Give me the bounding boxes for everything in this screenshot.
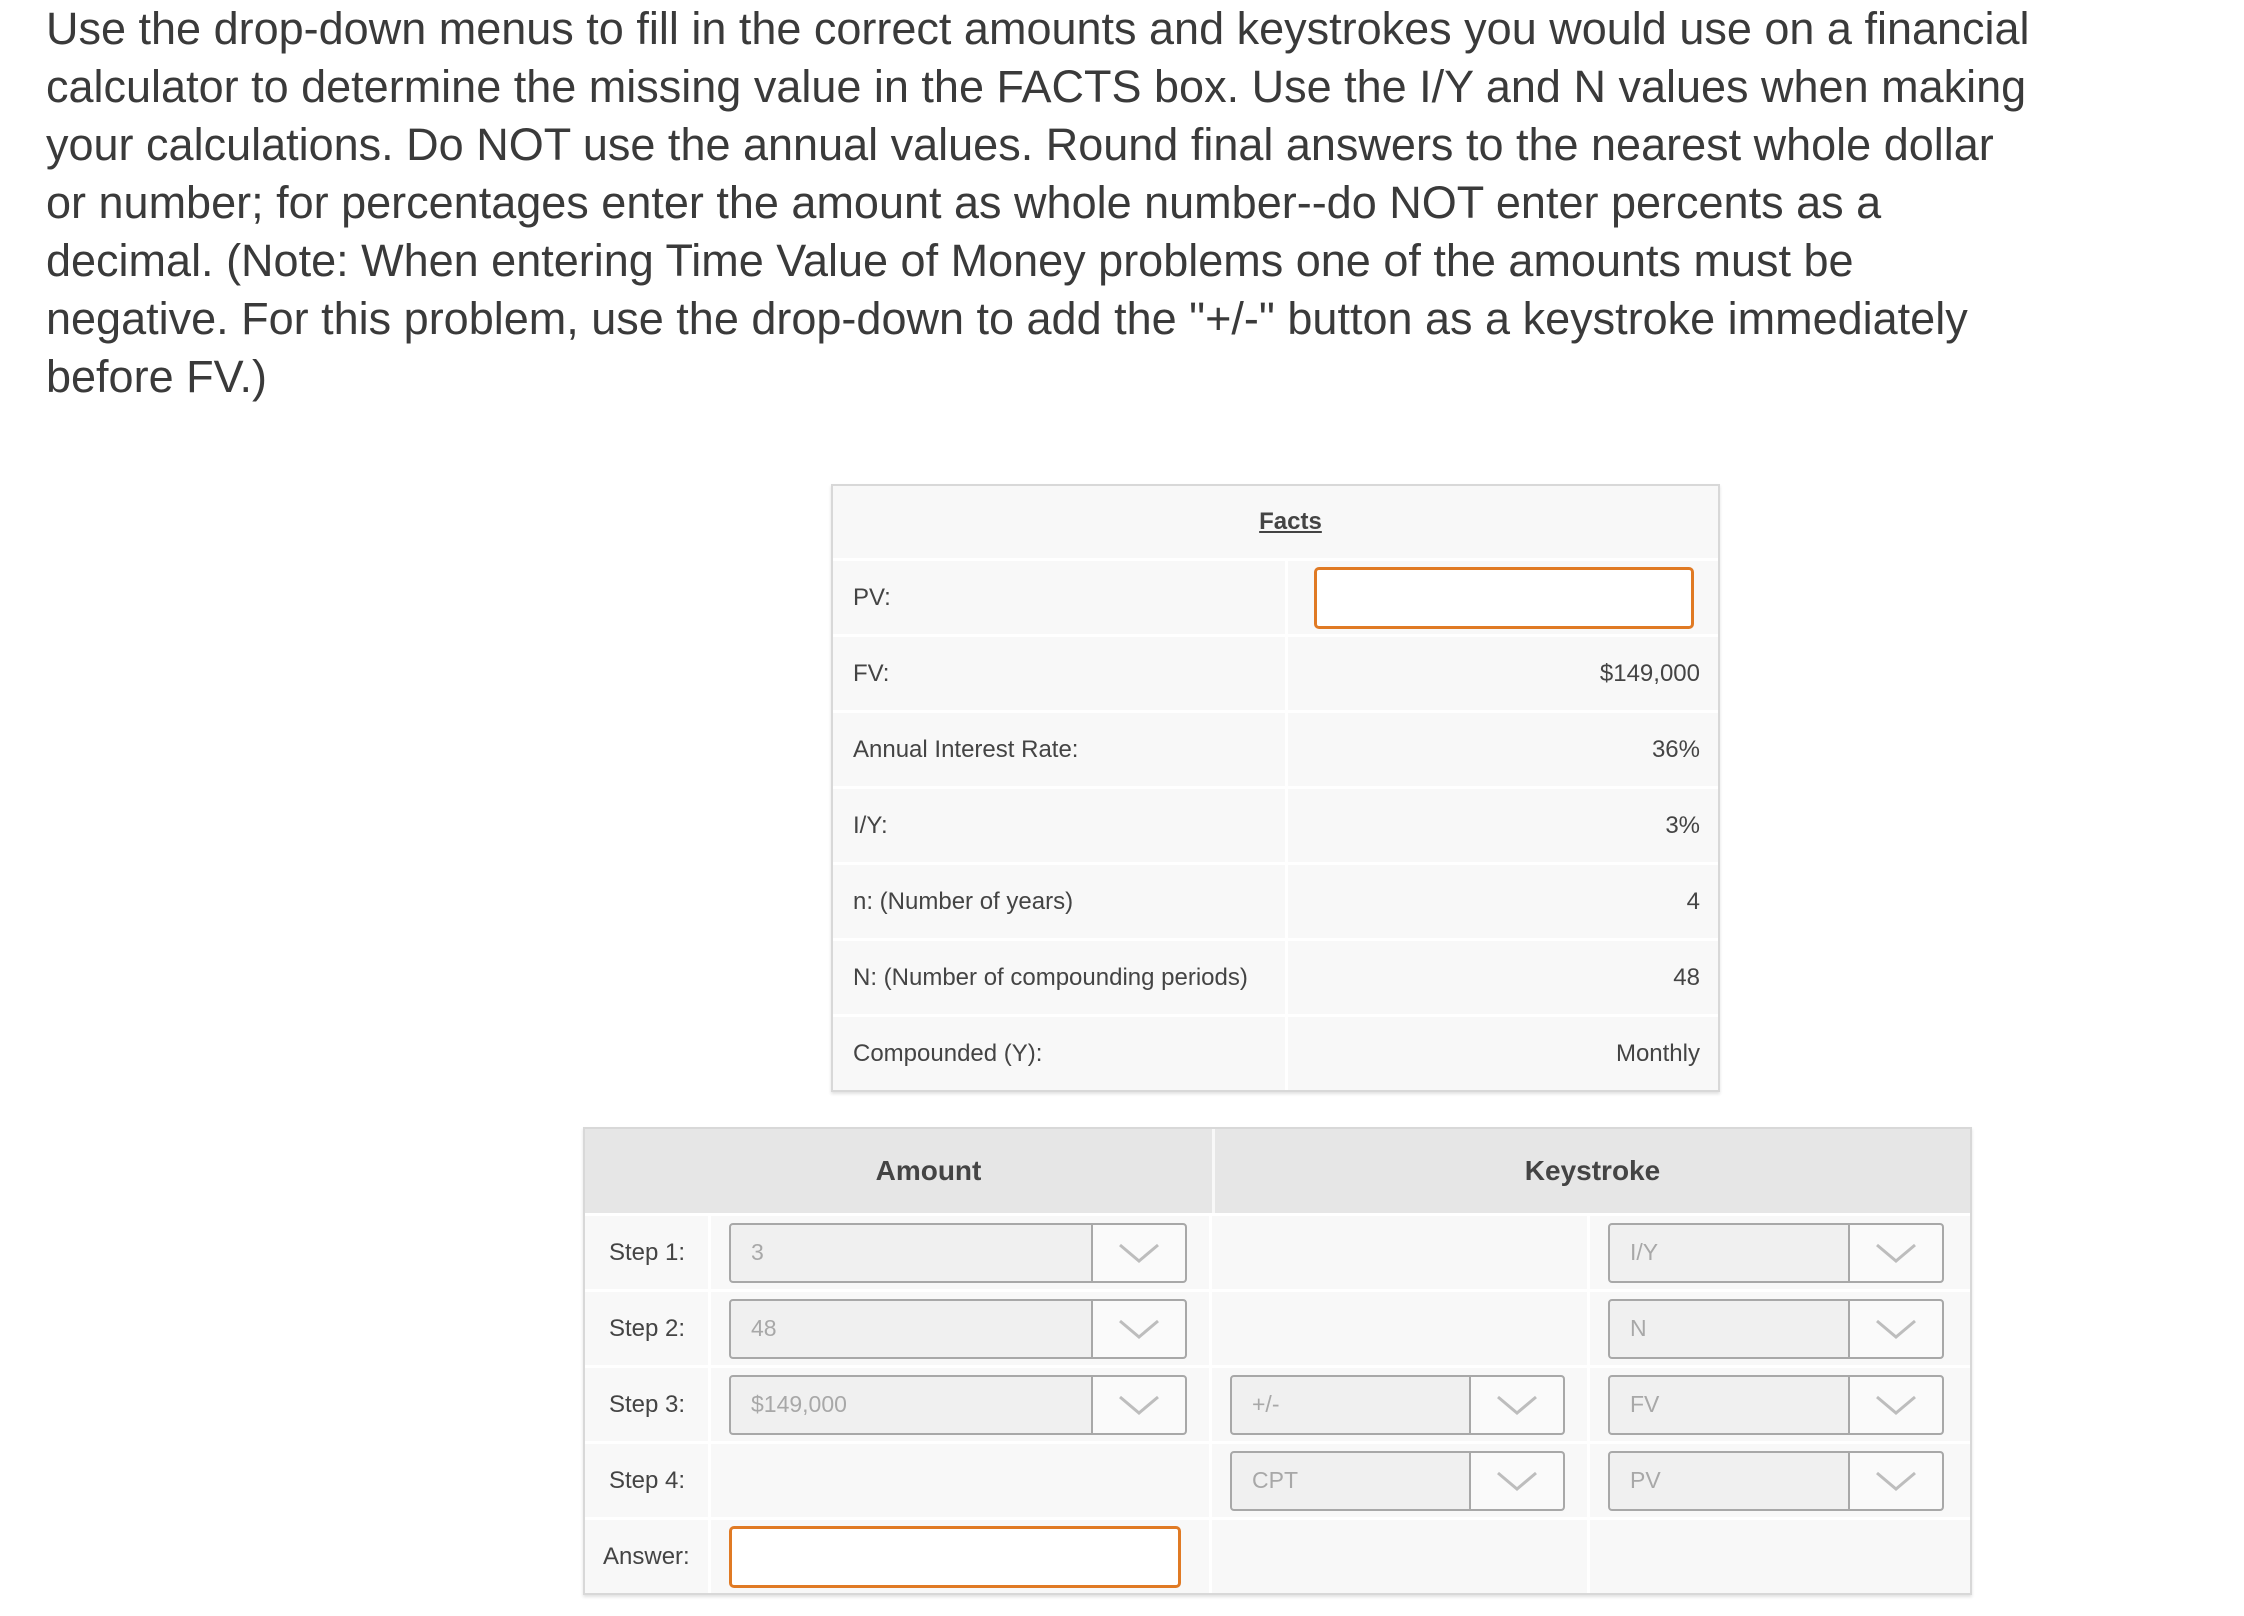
fact-label: I/Y: [833,789,1288,862]
fact-value: 3% [1665,811,1700,839]
answer-row [585,1517,1970,1593]
facts-title: Facts [1259,508,1322,535]
step3-sign-select[interactable] [1230,1375,1565,1435]
answer-key2-cell [1590,1520,1970,1593]
fact-label: n: (Number of years) [833,865,1288,938]
amount-header: Amount [585,1129,1212,1213]
chevron-down-icon[interactable] [1848,1225,1942,1281]
fact-row-periods [833,941,1718,1017]
step-label: Step 2: [585,1292,711,1365]
fact-value: 36% [1651,735,1700,763]
fact-label: FV: [833,637,1288,710]
fact-row-fv [833,637,1718,713]
step2-amount-select[interactable] [729,1299,1187,1359]
steps-table [583,1127,1972,1595]
selected-value: CPT [1252,1467,1298,1493]
step-label: Step 4: [585,1444,711,1517]
selected-value: I/Y [1630,1239,1659,1265]
step3-amount-select[interactable] [729,1375,1187,1435]
fact-row-years [833,865,1718,941]
selected-value: +/- [1252,1391,1280,1417]
step1-amount-select[interactable] [729,1223,1187,1283]
chevron-down-icon[interactable] [1469,1377,1563,1433]
step4-amount-cell [711,1444,1212,1517]
steps-header [585,1129,1970,1213]
step1-key1-cell [1212,1216,1590,1289]
fact-value: $149,000 [1599,659,1700,687]
fact-label: Compounded (Y): [833,1017,1288,1090]
fact-row-compounded [833,1017,1718,1090]
selected-value: 48 [751,1315,777,1341]
step2-key1-cell [1212,1292,1590,1365]
fact-row-pv [833,561,1718,637]
step4-keystroke-select[interactable] [1608,1451,1944,1511]
fact-value: Monthly [1615,1039,1700,1067]
fact-value: 48 [1673,963,1700,991]
pv-input[interactable] [1314,567,1694,629]
step-row [585,1289,1970,1365]
answer-input[interactable] [729,1526,1181,1588]
chevron-down-icon[interactable] [1848,1453,1942,1509]
selected-value: 3 [751,1239,764,1265]
chevron-down-icon[interactable] [1091,1377,1185,1433]
selected-value: $149,000 [751,1391,847,1417]
fact-row-iy [833,789,1718,865]
step1-keystroke-select[interactable] [1608,1223,1944,1283]
chevron-down-icon[interactable] [1469,1453,1563,1509]
step-label: Step 1: [585,1216,711,1289]
step4-compute-select[interactable] [1230,1451,1565,1511]
chevron-down-icon[interactable] [1091,1301,1185,1357]
chevron-down-icon[interactable] [1848,1377,1942,1433]
fact-label: PV: [833,561,1288,634]
step-row [585,1441,1970,1517]
selected-value: PV [1630,1467,1661,1493]
facts-header [833,486,1718,561]
chevron-down-icon[interactable] [1848,1301,1942,1357]
step-label: Step 3: [585,1368,711,1441]
answer-label: Answer: [585,1520,711,1593]
facts-table [831,484,1720,1092]
fact-row-annual-rate [833,713,1718,789]
fact-value: 4 [1686,887,1700,915]
fact-label: N: (Number of compounding periods) [833,941,1288,1014]
selected-value: N [1630,1315,1647,1341]
step-row [585,1213,1970,1289]
step-row [585,1365,1970,1441]
selected-value: FV [1630,1391,1660,1417]
keystroke-header: Keystroke [1215,1129,1970,1213]
step2-keystroke-select[interactable] [1608,1299,1944,1359]
chevron-down-icon[interactable] [1091,1225,1185,1281]
step3-keystroke-select[interactable] [1608,1375,1944,1435]
fact-label: Annual Interest Rate: [833,713,1288,786]
instructions-text: Use the drop-down menus to fill in the correct amounts and keystrokes you would use on a financial calculator to determine the missing value in the FACTS box. Use the I/Y and N values when making your calculations. Do NOT use the annual values. Round final answers to the nearest whole dollar or number; for percentages enter the amount as whole number--do NOT enter percents as a decimal. (Note: When entering Time Value of Money problems one of the amounts must be negative. For this problem, use the drop-down to add the "+/-" button as a keystroke immediately before FV.) [46,3,2030,402]
answer-key1-cell [1212,1520,1590,1593]
